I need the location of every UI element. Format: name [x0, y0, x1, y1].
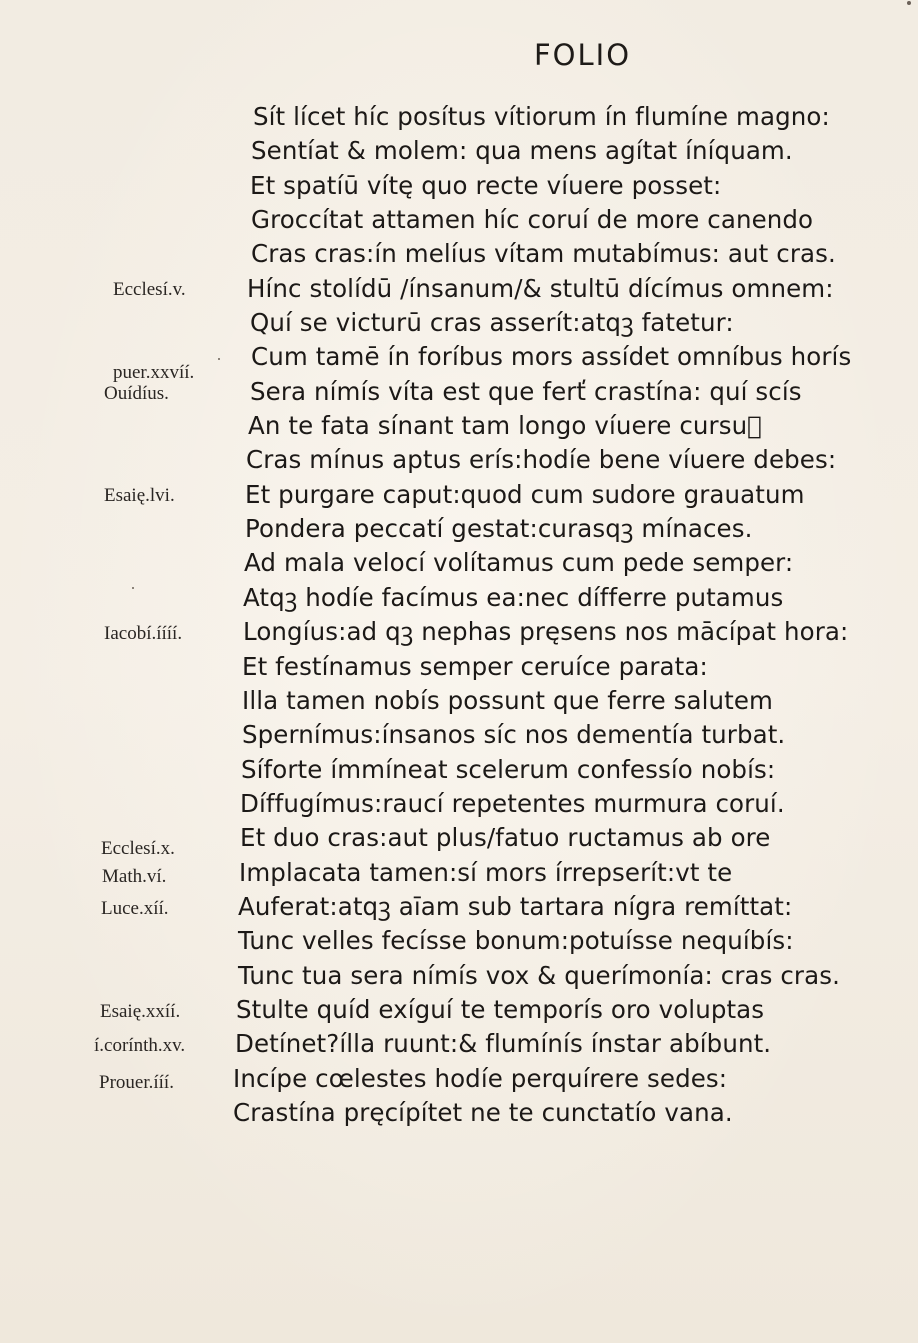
verse-row: [0, 134, 918, 168]
verse-row: [0, 753, 918, 787]
margin-note: Luce.xíí.: [101, 897, 169, 919]
margin-note: Esaię.xxíí.: [100, 1000, 181, 1022]
verse-row: [0, 340, 918, 384]
margin-note: Ouídíus.: [104, 382, 169, 404]
folio-header: FOLIO: [534, 38, 632, 72]
verse-row: [0, 100, 918, 134]
verse-row: [0, 203, 918, 237]
verse-line: Pondera peccatí gestat:curasqꝫ mínaces.: [245, 514, 753, 544]
margin-note: Iacobí.íííí.: [104, 623, 183, 645]
verse-row: [0, 615, 918, 649]
verse-row: [0, 821, 918, 860]
verse-row: [0, 684, 918, 718]
verse-line: Tunc tua sera nímís vox & querímonía: cras cras.: [238, 960, 840, 990]
verse-row: [0, 306, 918, 340]
verse-row: [0, 1096, 918, 1130]
verse-row: [0, 924, 918, 958]
verse-line: Sentíat & molem: qua mens agítat íníquam.: [251, 136, 793, 166]
verse-row: [0, 409, 918, 443]
verse-row: [0, 890, 918, 924]
ink-speck: [132, 587, 134, 589]
verse-line: Atqꝫ hodíe facímus ea:nec dífferre putamus: [243, 582, 784, 612]
verse-line: Et duo cras:aut plus/fatuo ructamus ab ore: [240, 823, 771, 853]
verse-line: Síforte ímmíneat scelerum confessío nobís:: [241, 754, 776, 784]
margin-note: Math.ví.: [102, 865, 167, 887]
verse-line: Cras cras:ín melíus vítam mutabímus: aut cras.: [251, 239, 836, 269]
verse-line: Ad mala velocí volítamus cum pede semper:: [244, 548, 794, 578]
verse-line: Longíus:ad qꝫ nephas pręsens nos mācípat hora:: [243, 617, 849, 647]
verse-text-block: [0, 100, 918, 1130]
verse-row: [0, 959, 918, 993]
verse-line: Illa tamen nobís possunt que ferre salutem: [242, 685, 773, 715]
verse-line: Implacata tamen:sí mors írrepserít:vt te: [239, 857, 733, 887]
verse-line: Spernímus:ínsanos síc nos dementía turbat.: [242, 720, 786, 750]
verse-line: Cum tamē ín foríbus mors assídet omníbus horís: [251, 342, 852, 372]
verse-line: Groccítat attamen híc coruí de more canendo: [251, 205, 814, 235]
verse-line: Et spatíū vítę quo recte víuere posset:: [250, 170, 722, 200]
margin-note: Prouer.ííí.: [99, 1071, 174, 1093]
verse-line: Sera nímís víta est que ferť crastína: quí scís: [250, 376, 802, 406]
verse-line: Et purgare caput:quod cum sudore grauatum: [245, 479, 805, 509]
verse-row: [0, 443, 918, 477]
verse-line: Sít lícet híc posítus vítiorum ín flumíne magno:: [253, 102, 830, 131]
verse-line: Quí se victurū cras asserít:atqꝫ fatetur:: [250, 308, 734, 338]
verse-row: [0, 272, 918, 306]
verse-line: Hínc stolídū /ínsanum/& stultū dícímus omnem:: [247, 273, 834, 303]
verse-line: Et festínamus semper ceruíce parata:: [242, 651, 708, 681]
verse-line: Díffugímus:raucí repetentes murmura coruí.: [240, 788, 785, 818]
verse-row: [0, 856, 918, 890]
margin-note: Ecclesí.v.: [113, 278, 186, 300]
verse-row: [0, 375, 918, 409]
verse-row: [0, 1027, 918, 1061]
verse-row: [0, 581, 918, 615]
verse-row: [0, 718, 918, 752]
verse-line: An te fata sínant tam longo víuere cursuᷤ: [248, 411, 762, 441]
verse-line: Cras mínus aptus erís:hodíe bene víuere debes:: [246, 445, 837, 475]
margin-note: puer.xxvíí.: [113, 362, 195, 384]
verse-row: [0, 512, 918, 546]
verse-row: [0, 546, 918, 580]
margin-note: Esaię.lvi.: [104, 484, 175, 506]
margin-note: Ecclesí.x.: [101, 838, 175, 860]
verse-line: Incípe cœlestes hodíe perquírere sedes:: [233, 1063, 728, 1093]
verse-row: [0, 650, 918, 684]
verse-row: [0, 478, 918, 512]
ink-speck: [907, 1, 911, 5]
margin-note: í.corínth.xv.: [94, 1035, 186, 1057]
ink-speck: [218, 358, 220, 360]
verse-row: [0, 1062, 918, 1096]
verse-row: [0, 787, 918, 821]
verse-line: Auferat:atqꝫ aīam sub tartara nígra remíttat:: [238, 891, 793, 921]
verse-row: [0, 169, 918, 203]
verse-row: [0, 993, 918, 1027]
verse-row: [0, 237, 918, 271]
verse-line: Detínet?ílla ruunt:& flumínís ínstar abíbunt.: [235, 1029, 772, 1059]
verse-line: Stulte quíd exíguí te temporís oro voluptas: [236, 994, 765, 1024]
verse-line: Crastína pręcípítet ne te cunctatío vana.: [233, 1097, 733, 1127]
verse-line: Tunc velles fecísse bonum:potuísse nequíbís:: [238, 926, 794, 956]
